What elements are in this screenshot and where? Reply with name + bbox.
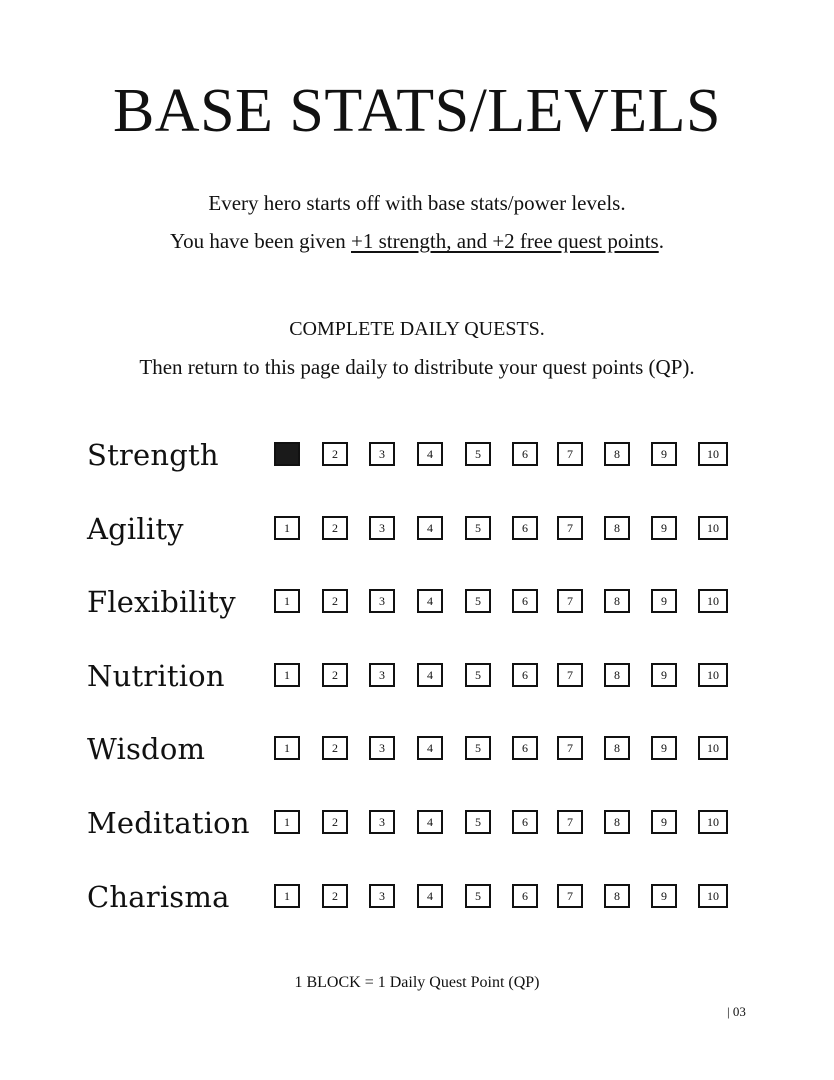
- level-box[interactable]: 8: [604, 516, 630, 540]
- stat-label: Strength: [87, 438, 219, 472]
- level-box[interactable]: 7: [557, 442, 583, 466]
- level-box[interactable]: 9: [651, 663, 677, 687]
- level-box[interactable]: 5: [465, 884, 491, 908]
- footer-legend: 1 BLOCK = 1 Daily Quest Point (QP): [294, 974, 540, 991]
- level-box[interactable]: 1: [274, 589, 300, 613]
- stat-row-charisma: [0, 878, 834, 918]
- stat-label: Flexibility: [87, 585, 236, 620]
- level-box[interactable]: 1: [274, 663, 300, 687]
- daily-subtext: Then return to this page daily to distribute your quest points (QP).: [139, 355, 695, 379]
- level-box[interactable]: 5: [465, 516, 491, 540]
- level-box[interactable]: 1: [274, 516, 300, 540]
- level-box[interactable]: 6: [512, 884, 538, 908]
- level-box[interactable]: 7: [557, 884, 583, 908]
- level-box[interactable]: 8: [604, 736, 630, 760]
- stat-label: Agility: [87, 511, 184, 546]
- intro-bonus-underlined: +1 strength, and +2 free quest points: [351, 229, 659, 253]
- stat-label: Wisdom: [87, 732, 206, 767]
- level-box[interactable]: 8: [604, 589, 630, 613]
- level-box[interactable]: 3: [369, 884, 395, 908]
- level-box[interactable]: 2: [322, 516, 348, 540]
- level-box[interactable]: 10: [698, 516, 728, 540]
- level-box[interactable]: 4: [417, 516, 443, 540]
- level-box[interactable]: 1: [274, 736, 300, 760]
- level-box[interactable]: 4: [417, 736, 443, 760]
- level-box[interactable]: 3: [369, 516, 395, 540]
- level-box[interactable]: 5: [465, 442, 491, 466]
- level-box[interactable]: 6: [512, 736, 538, 760]
- level-box[interactable]: 9: [651, 589, 677, 613]
- intro-text: [0, 184, 834, 260]
- level-box[interactable]: 3: [369, 810, 395, 834]
- level-box[interactable]: 2: [322, 589, 348, 613]
- level-box[interactable]: 5: [465, 736, 491, 760]
- level-box[interactable]: 4: [417, 810, 443, 834]
- level-box[interactable]: 8: [604, 442, 630, 466]
- level-box[interactable]: 9: [651, 442, 677, 466]
- daily-heading: COMPLETE DAILY QUESTS.: [289, 318, 545, 340]
- level-box[interactable]: 6: [512, 442, 538, 466]
- stat-label: Meditation: [87, 806, 250, 840]
- level-box[interactable]: 5: [465, 589, 491, 613]
- daily-instructions: [0, 310, 834, 386]
- level-box[interactable]: 3: [369, 589, 395, 613]
- level-box[interactable]: 10: [698, 736, 728, 760]
- intro-line-2-suffix: .: [658, 229, 664, 253]
- level-box[interactable]: 1: [274, 884, 300, 908]
- level-box[interactable]: 2: [322, 736, 348, 760]
- level-box[interactable]: 2: [322, 884, 348, 908]
- stat-row-wisdom: [0, 730, 834, 770]
- level-box[interactable]: 6: [512, 589, 538, 613]
- level-box[interactable]: 7: [557, 736, 583, 760]
- level-box[interactable]: 5: [465, 810, 491, 834]
- level-box[interactable]: 10: [698, 810, 728, 834]
- level-box[interactable]: 9: [651, 516, 677, 540]
- level-box[interactable]: 5: [465, 663, 491, 687]
- level-box[interactable]: 4: [417, 589, 443, 613]
- stat-label: Nutrition: [87, 658, 225, 693]
- level-box[interactable]: 7: [557, 810, 583, 834]
- level-box[interactable]: [274, 442, 300, 466]
- level-box[interactable]: 4: [417, 442, 443, 466]
- level-box[interactable]: 4: [417, 884, 443, 908]
- stat-row-agility: [0, 510, 834, 550]
- level-box[interactable]: 4: [417, 663, 443, 687]
- level-box[interactable]: 6: [512, 810, 538, 834]
- level-box[interactable]: 7: [557, 663, 583, 687]
- level-box[interactable]: 8: [604, 663, 630, 687]
- level-box[interactable]: 9: [651, 810, 677, 834]
- level-box[interactable]: 6: [512, 516, 538, 540]
- level-box[interactable]: 10: [698, 589, 728, 613]
- intro-line-2: [0, 222, 834, 260]
- stat-row-meditation: [0, 804, 834, 844]
- stat-row-flexibility: [0, 583, 834, 623]
- level-box[interactable]: 9: [651, 736, 677, 760]
- intro-line-1: Every hero starts off with base stats/power levels.: [208, 191, 626, 215]
- level-box[interactable]: 2: [322, 810, 348, 834]
- stat-label: Charisma: [87, 879, 230, 914]
- level-box[interactable]: 10: [698, 663, 728, 687]
- level-box[interactable]: 3: [369, 442, 395, 466]
- level-box[interactable]: 1: [274, 810, 300, 834]
- level-box[interactable]: 8: [604, 810, 630, 834]
- level-box[interactable]: 10: [698, 884, 728, 908]
- level-box[interactable]: 9: [651, 884, 677, 908]
- level-box[interactable]: 3: [369, 663, 395, 687]
- page-number: | 03: [727, 1004, 746, 1019]
- stat-row-nutrition: [0, 657, 834, 697]
- level-box[interactable]: 8: [604, 884, 630, 908]
- level-box[interactable]: 2: [322, 442, 348, 466]
- stat-row-strength: [0, 436, 834, 476]
- level-box[interactable]: 2: [322, 663, 348, 687]
- level-box[interactable]: 7: [557, 589, 583, 613]
- level-box[interactable]: 3: [369, 736, 395, 760]
- level-box[interactable]: 7: [557, 516, 583, 540]
- page-title: BASE STATS/LEVELS: [112, 77, 722, 145]
- level-box[interactable]: 10: [698, 442, 728, 466]
- level-box[interactable]: 6: [512, 663, 538, 687]
- intro-line-2-prefix: You have been given: [170, 229, 352, 253]
